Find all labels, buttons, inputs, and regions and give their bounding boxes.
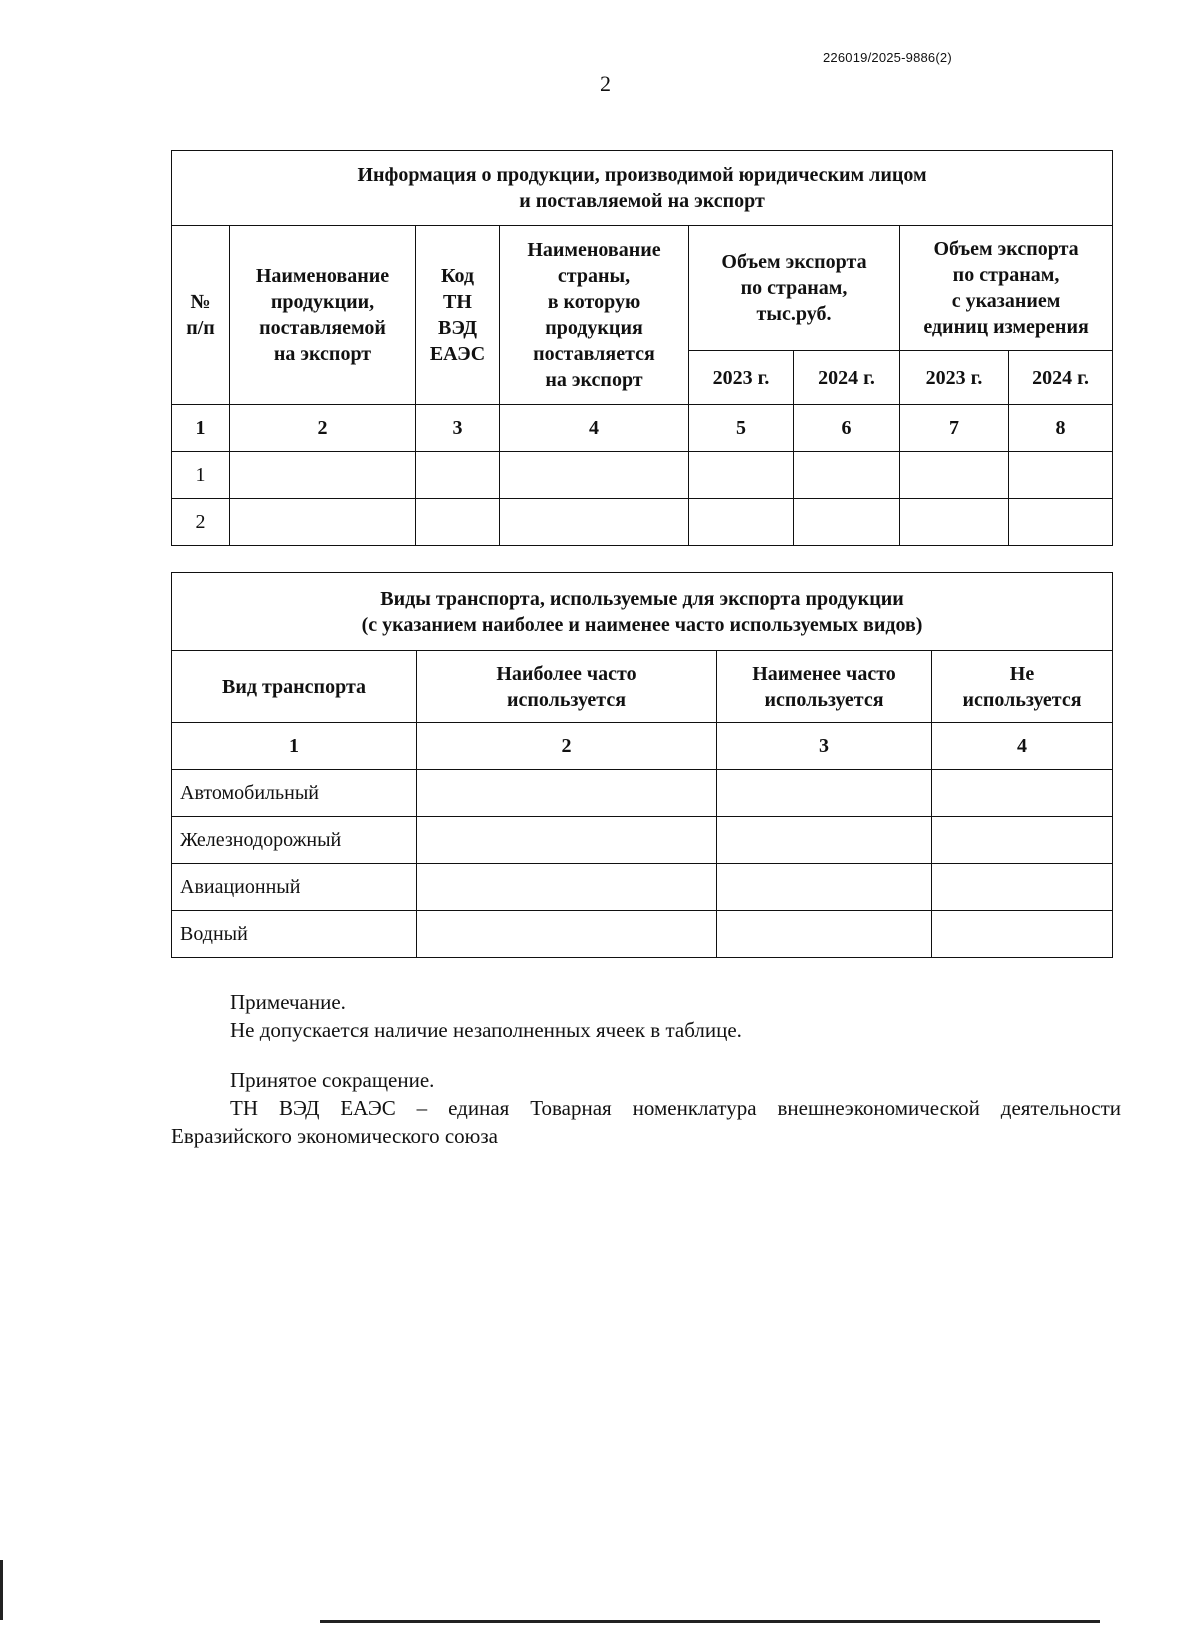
table-row [172,770,1113,817]
table-row [172,911,1113,958]
document-number: 226019/2025-9886(2) [823,50,952,65]
export-products-table [171,150,1113,546]
note-text: Не допускается наличие незаполненных ячеек в таблице. [230,1018,742,1042]
column-number: 1 [172,405,230,452]
header-country-l6: на экспорт [545,369,643,391]
header-year: 2023 г. [689,351,794,405]
empty-cell[interactable] [417,911,717,958]
header-year: 2024 г. [1009,351,1113,405]
header-year: 2024 г. [794,351,900,405]
column-number: 4 [500,405,689,452]
header-product-l4: на экспорт [273,343,372,365]
header-code-l4: ЕАЭС [429,343,486,365]
header-vol-rub-l2: по странам, [740,277,848,299]
empty-cell[interactable] [900,499,1009,546]
empty-cell[interactable] [689,499,794,546]
empty-cell[interactable] [416,499,500,546]
empty-cell[interactable] [417,770,717,817]
table1-title-line1: Информация о продукции, производимой юридическим лицом [357,164,927,186]
empty-cell[interactable] [230,499,416,546]
header-country-l1: Наименование [527,239,661,261]
table2-title-line1: Виды транспорта, используемые для экспорта продукции [380,587,904,610]
header-transport-type: Вид транспорта [172,651,417,723]
notes-section [171,988,1121,1150]
header-most-used [417,651,717,723]
empty-cell[interactable] [1009,499,1113,546]
header-product-name [230,226,416,405]
column-number: 3 [717,723,932,770]
note-heading: Примечание. [230,990,346,1014]
header-num [172,226,230,405]
table-row [172,817,1113,864]
header-code-l1: Код [440,265,475,287]
column-number: 2 [417,723,717,770]
transport-type-label: Железнодорожный [172,817,417,864]
row-number: 1 [172,452,230,499]
empty-cell[interactable] [932,817,1113,864]
header-least-l1: Наименее часто [752,662,896,685]
header-vol-units-l4: единиц измерения [923,316,1089,338]
empty-cell[interactable] [417,864,717,911]
page-number: 2 [600,71,611,96]
column-number: 7 [900,405,1009,452]
empty-cell[interactable] [900,452,1009,499]
scan-edge-mark [0,1560,3,1620]
scan-bottom-line [320,1620,1100,1623]
header-volume-units [900,226,1113,351]
transport-type-label: Автомобильный [172,770,417,817]
column-number: 6 [794,405,900,452]
header-year: 2023 г. [900,351,1009,405]
header-country-l4: продукция [545,317,643,339]
empty-cell[interactable] [717,864,932,911]
transport-types-table [171,572,1113,958]
empty-cell[interactable] [500,452,689,499]
empty-cell[interactable] [417,817,717,864]
column-number: 4 [932,723,1113,770]
header-vol-rub-l3: тыс.руб. [756,303,832,325]
table-row [172,452,1113,499]
header-code [416,226,500,405]
header-not-l2: используется [962,688,1082,711]
header-product-l1: Наименование [255,265,390,287]
empty-cell[interactable] [932,770,1113,817]
empty-cell[interactable] [500,499,689,546]
empty-cell[interactable] [794,452,900,499]
header-vol-rub-l1: Объем экспорта [721,251,867,273]
header-vol-units-l2: по странам, [952,264,1060,286]
header-most-l1: Наиболее часто [496,662,637,685]
header-num-l1: № [190,291,211,313]
header-code-l3: ВЭД [438,317,477,339]
header-not-used [932,651,1113,723]
header-vol-units-l1: Объем экспорта [933,238,1079,260]
transport-type-label: Водный [172,911,417,958]
column-number: 3 [416,405,500,452]
header-product-l3: поставляемой [259,317,386,339]
row-number: 2 [172,499,230,546]
column-number: 2 [230,405,416,452]
empty-cell[interactable] [932,864,1113,911]
header-vol-units-l3: с указанием [951,290,1061,312]
empty-cell[interactable] [1009,452,1113,499]
header-most-l2: используется [506,688,627,711]
header-least-used [717,651,932,723]
empty-cell[interactable] [689,452,794,499]
header-not-l1: Не [1009,662,1035,685]
abbreviation-heading: Принятое сокращение. [230,1068,435,1092]
table1-title [172,151,1113,226]
transport-type-label: Авиационный [172,864,417,911]
table-row [172,499,1113,546]
header-num-l2: п/п [186,317,215,339]
abbreviation-line2: Евразийского экономического союза [171,1124,498,1148]
empty-cell[interactable] [416,452,500,499]
table2-title [172,573,1113,651]
column-number: 5 [689,405,794,452]
header-country-l2: страны, [557,265,631,287]
header-least-l2: используется [764,688,884,711]
header-country-l3: в которую [547,291,641,313]
header-product-l2: продукции, [270,291,375,313]
table2-title-line2: (с указанием наиболее и наименее часто используемых видов) [361,613,923,636]
empty-cell[interactable] [230,452,416,499]
empty-cell[interactable] [794,499,900,546]
empty-cell[interactable] [717,911,932,958]
header-volume-rub [689,226,900,351]
abbreviation-line1: ТН ВЭД ЕАЭС – единая Товарная номенклатура внешнеэкономической деятельности [230,1096,1121,1120]
table1-title-line2: и поставляемой на экспорт [519,190,765,212]
table-row [172,864,1113,911]
empty-cell[interactable] [932,911,1113,958]
header-country [500,226,689,405]
empty-cell[interactable] [717,817,932,864]
empty-cell[interactable] [717,770,932,817]
column-number: 8 [1009,405,1113,452]
header-code-l2: ТН [443,291,472,313]
header-country-l5: поставляется [533,343,655,365]
column-number: 1 [172,723,417,770]
